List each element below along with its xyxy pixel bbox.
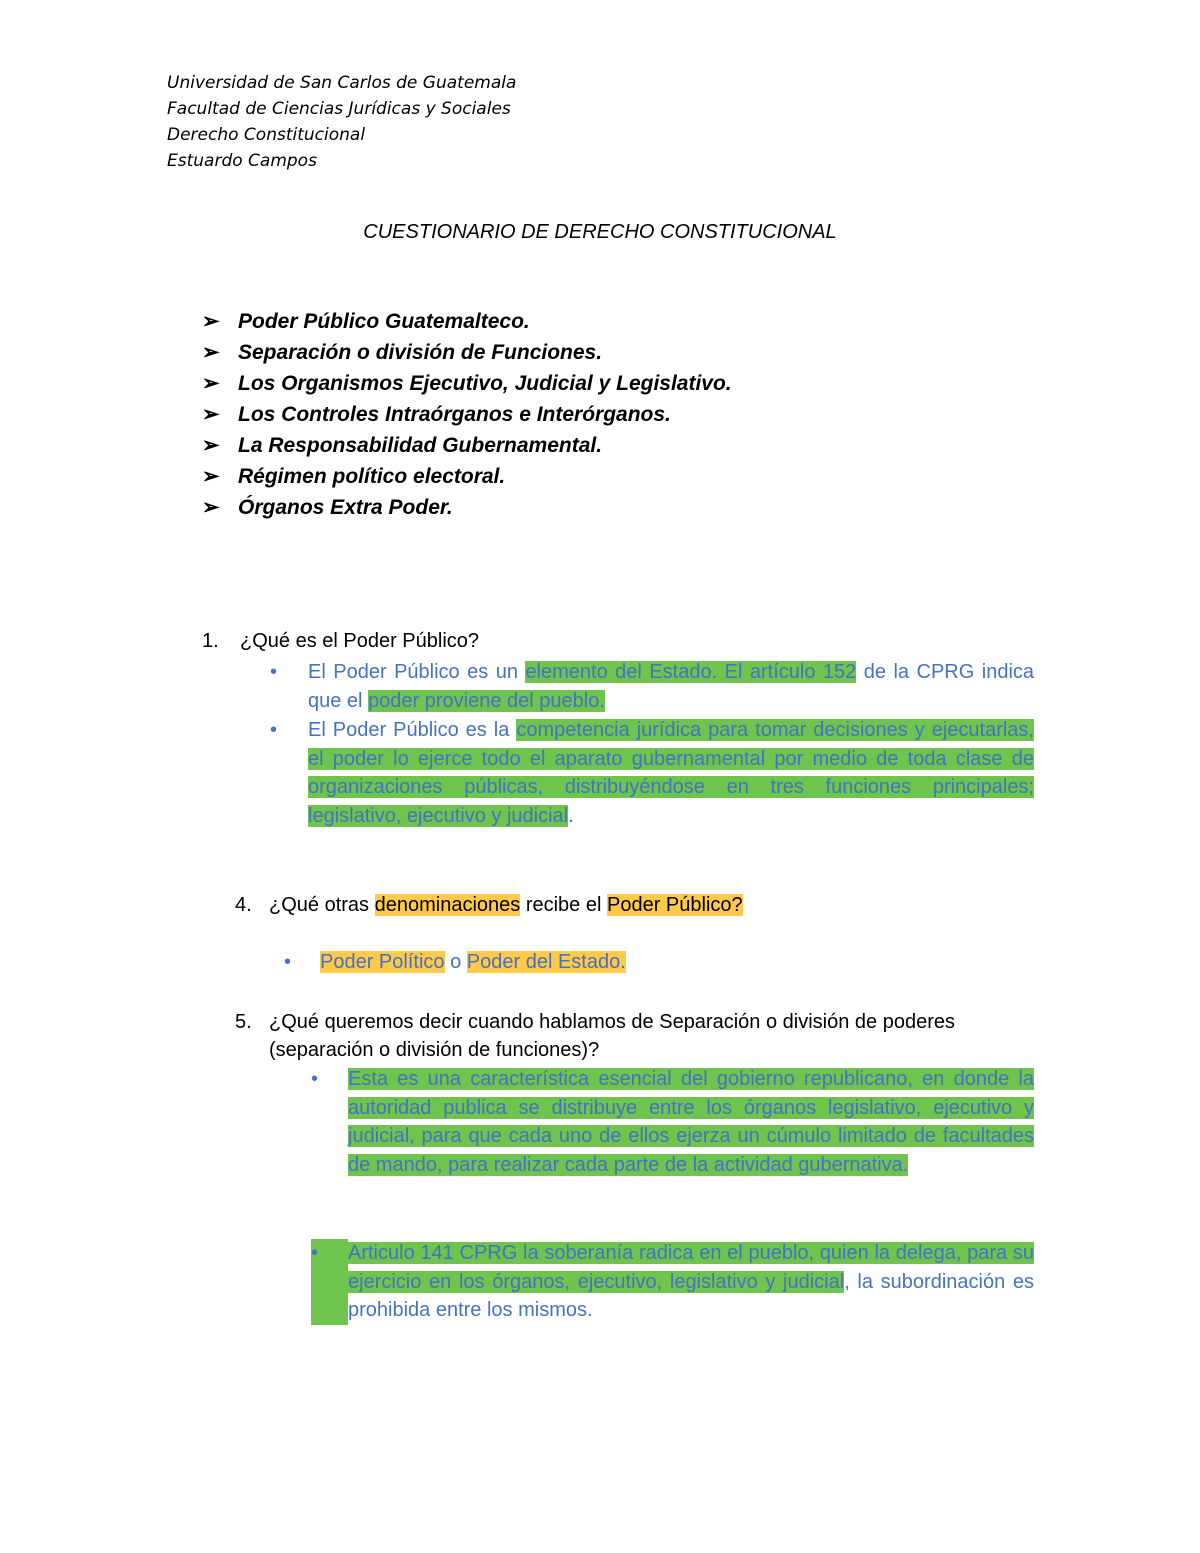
arrow-bullet-icon: ➢ [202, 310, 220, 333]
topic-text: Los Organismos Ejecutivo, Judicial y Legislativo. [238, 372, 732, 395]
topic-item [202, 337, 732, 368]
answer-text-part: . [568, 805, 574, 828]
arrow-bullet-icon: ➢ [202, 372, 220, 395]
topic-item [202, 492, 732, 523]
answer-text [348, 1065, 1034, 1180]
arrow-bullet-icon: ➢ [202, 465, 220, 488]
answer-text [308, 716, 1034, 831]
highlighted-text: denominaciones [374, 894, 521, 916]
answer-bullet [270, 658, 1034, 715]
answer-text [320, 948, 626, 977]
highlighted-text: poder proviene del pueblo. [368, 689, 605, 712]
answer-text [308, 658, 1034, 715]
question-number: 1. [202, 630, 219, 652]
arrow-bullet-icon: ➢ [202, 403, 220, 426]
bullet-icon: • [270, 661, 278, 683]
answer-text-part: de la CPRG indica que el [308, 661, 1035, 712]
question-5 [235, 1008, 1035, 1064]
answer-text [348, 1239, 1034, 1325]
topic-item [202, 368, 732, 399]
answer-bullet [284, 948, 984, 977]
question-text-part: ¿Qué otras [269, 894, 375, 916]
answer-text-part: , la subordinación es prohibida entre los mismos. [348, 1270, 1035, 1322]
question-text-part: recibe el [520, 894, 607, 916]
answer-text-part: El Poder Público es la [308, 719, 517, 741]
answer-bullet [311, 1065, 1034, 1180]
topic-item [202, 461, 732, 492]
highlighted-text: competencia jurídica para tomar decisiones y ejecutarlas, el poder lo ejerce todo el aparato gubernamental por medio de toda clase de organizaciones públicas, distribuyéndose en tres funciones principales; legislativo, ejecutivo y judicial [308, 719, 1034, 828]
faculty-name: Facultad de Ciencias Jurídicas y Sociales [167, 99, 511, 119]
question-text: ¿Qué queremos decir cuando hablamos de Separación o división de poderes (separación o división de funciones)? [269, 1011, 955, 1061]
answer-bullet [311, 1239, 1034, 1325]
question-number: 4. [235, 894, 252, 916]
topic-text: Órganos Extra Poder. [238, 496, 453, 519]
topic-list [202, 306, 732, 523]
highlighted-text: Articulo 141 CPRG la soberanía radica en el pueblo, quien la delega, para su ejercicio en los órganos, ejecutivo, legislativo y judicial [348, 1242, 1034, 1293]
highlighted-text: Esta es una característica esencial del gobierno republicano, en donde la autoridad publica se distribuye entre los órganos legislativo, ejecutivo y judicial, para que cada uno de ellos ejerza un cúmulo limitado de facultades de mando, para realizar cada parte de la actividad gubernativa. [348, 1068, 1034, 1177]
author-name: Estuardo Campos [167, 151, 317, 171]
university-name: Universidad de San Carlos de Guatemala [167, 73, 517, 93]
document-header [167, 70, 516, 174]
topic-text: Los Controles Intraórganos e Interórganos. [238, 403, 671, 426]
topic-text: Separación o división de Funciones. [238, 341, 603, 364]
arrow-bullet-icon: ➢ [202, 341, 220, 364]
bullet-icon: • [311, 1239, 348, 1325]
topic-item [202, 306, 732, 337]
topic-text: Régimen político electoral. [238, 465, 506, 488]
highlighted-text: Poder Político [320, 951, 445, 973]
answer-bullet [270, 716, 1034, 831]
topic-item [202, 399, 732, 430]
topic-text: La Responsabilidad Gubernamental. [238, 434, 603, 457]
bullet-icon: • [270, 719, 278, 741]
topic-item [202, 430, 732, 461]
highlighted-text: elemento del Estado. El artículo 152 [525, 661, 857, 683]
question-text [269, 891, 743, 919]
question-number: 5. [235, 1011, 252, 1033]
bullet-icon: • [284, 951, 292, 973]
highlighted-text: Poder del Estado. [466, 951, 626, 973]
topic-text: Poder Público Guatemalteco. [238, 310, 530, 333]
highlighted-text: Poder Público? [606, 894, 743, 916]
arrow-bullet-icon: ➢ [202, 434, 220, 457]
question-text: ¿Qué es el Poder Público? [240, 630, 480, 652]
question-1 [202, 627, 479, 655]
question-4 [235, 891, 743, 919]
course-name: Derecho Constitucional [167, 125, 366, 145]
answer-text-part: El Poder Público es un [308, 661, 526, 683]
answer-text-part: o [444, 951, 467, 973]
page-title: CUESTIONARIO DE DERECHO CONSTITUCIONAL [363, 221, 837, 243]
arrow-bullet-icon: ➢ [202, 496, 220, 519]
bullet-icon: • [311, 1068, 319, 1090]
